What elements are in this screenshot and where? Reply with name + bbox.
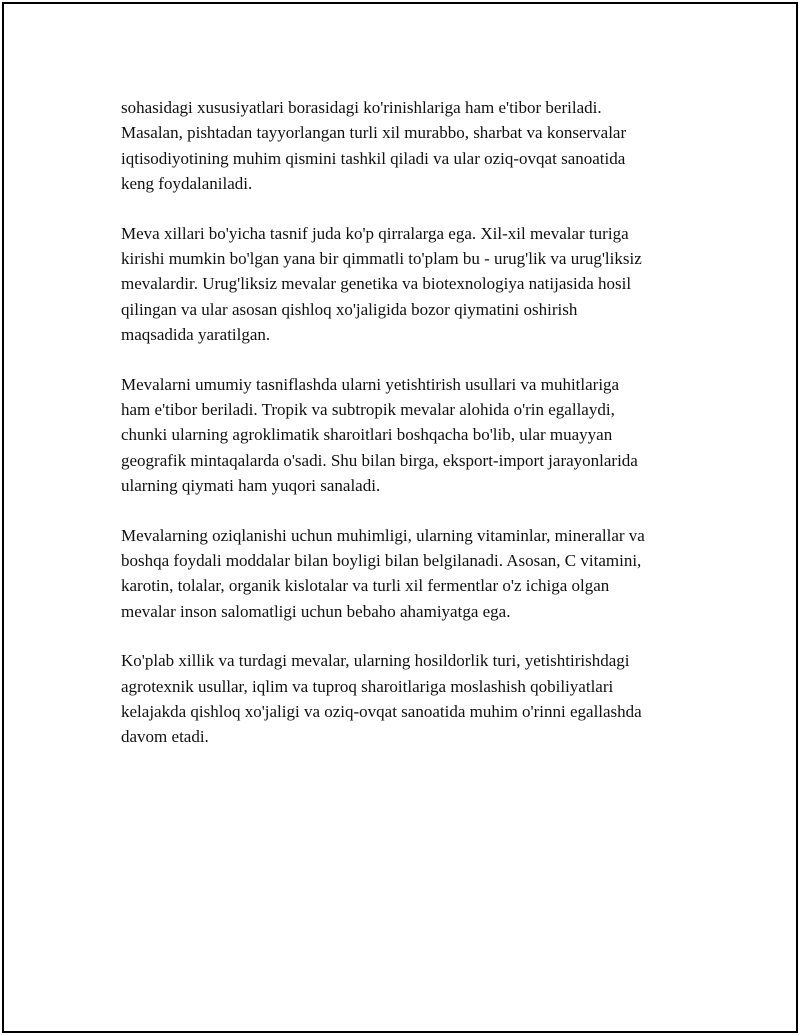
text-line: chunki ularning agroklimatik sharoitlari boshqacha bo'lib, ular muayyan bbox=[121, 425, 613, 445]
text-line: boshqa foydali moddalar bilan boyligi bilan belgilanadi. Asosan, C vitamini, bbox=[121, 550, 642, 570]
text-line: agrotexnik usullar, iqlim va tuproq sharoitlariga moslashish qobiliyatlari bbox=[121, 676, 614, 696]
text-line: maqsadida yaratilgan. bbox=[121, 324, 271, 344]
text-line: Ko'plab xillik va turdagi mevalar, ularning hosildorlik turi, yetishtirishdagi bbox=[121, 651, 630, 671]
text-line: qilingan va ular asosan qishloq xo'jaligida bozor qiymatini oshirish bbox=[121, 299, 578, 319]
paragraph-5 bbox=[121, 648, 711, 749]
page-frame bbox=[2, 2, 798, 1033]
paragraph-3 bbox=[121, 372, 711, 498]
text-line: Masalan, pishtadan tayyorlangan turli xil murabbo, sharbat va konservalar bbox=[121, 123, 627, 143]
text-line: ularning qiymati ham yuqori sanaladi. bbox=[121, 475, 381, 495]
paragraph-4 bbox=[121, 523, 711, 624]
text-line: keng foydalaniladi. bbox=[121, 173, 253, 193]
text-line: iqtisodiyotining muhim qismini tashkil qiladi va ular oziq-ovqat sanoatida bbox=[121, 148, 626, 168]
text-line: mevalardir. Urug'liksiz mevalar genetika va biotexnologiya natijasida hosil bbox=[121, 274, 632, 294]
text-line: Mevalarni umumiy tasniflashda ularni yetishtirish usullari va muhitlariga bbox=[121, 374, 620, 394]
text-line: davom etadi. bbox=[121, 727, 209, 747]
text-line: kirishi mumkin bo'lgan yana bir qimmatli to'plam bu - urug'lik va urug'liksiz bbox=[121, 248, 642, 268]
text-line: mevalar inson salomatligi uchun bebaho ahamiyatga ega. bbox=[121, 601, 511, 621]
text-line: sohasidagi xususiyatlari borasidagi ko'rinishlariga ham e'tibor beriladi. bbox=[121, 98, 602, 117]
paragraph-2 bbox=[121, 221, 711, 347]
text-line: geografik mintaqalarda o'sadi. Shu bilan birga, eksport-import jarayonlarida bbox=[121, 450, 638, 470]
text-line: kelajakda qishloq xo'jaligi va oziq-ovqat sanoatida muhim o'rinni egallashda bbox=[121, 701, 642, 721]
text-line: Meva xillari bo'yicha tasnif juda ko'p qirralarga ega. Xil-xil mevalar turiga bbox=[121, 223, 629, 243]
text-line: ham e'tibor beriladi. Tropik va subtropik mevalar alohida o'rin egallaydi, bbox=[121, 399, 615, 419]
paragraph-1 bbox=[121, 95, 711, 196]
text-line: Mevalarning oziqlanishi uchun muhimligi, ularning vitaminlar, minerallar va bbox=[121, 525, 645, 545]
text-line: karotin, tolalar, organik kislotalar va turli xil fermentlar o'z ichiga olgan bbox=[121, 576, 610, 596]
document-body bbox=[121, 95, 711, 774]
